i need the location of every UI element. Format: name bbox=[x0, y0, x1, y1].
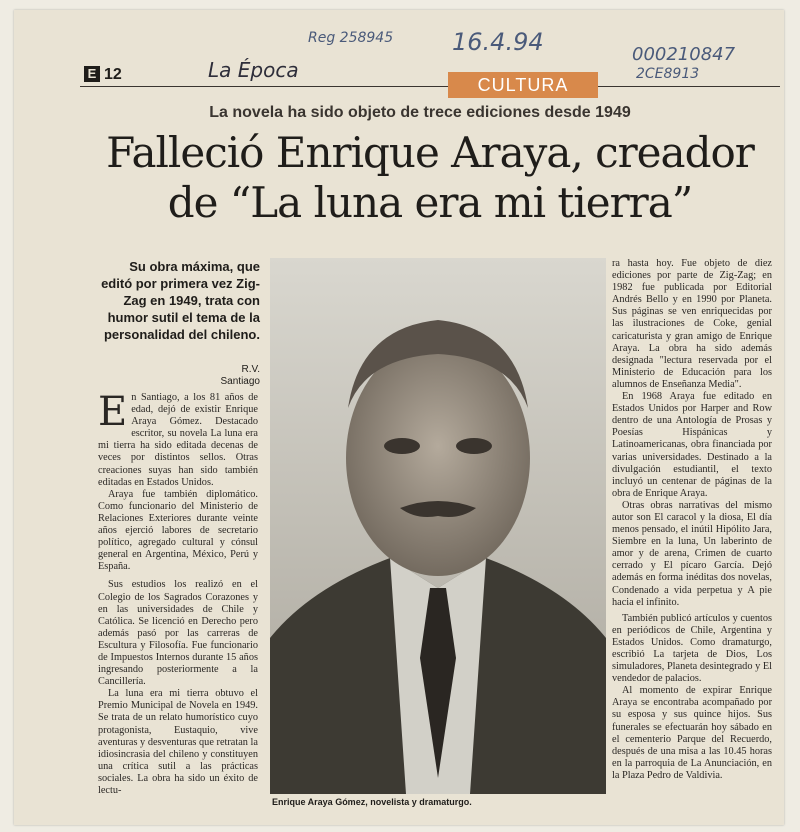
article-column-1 bbox=[98, 389, 258, 797]
page-mark: E bbox=[84, 66, 100, 82]
byline-place: Santiago bbox=[220, 376, 260, 387]
header-rule bbox=[80, 86, 780, 87]
byline-author: R.V. bbox=[241, 364, 260, 375]
paragraph: En 1968 Araya fue editado en Estados Unidos por Harper and Row dentro de una Antología de Prosas y Poesías Hispánicas y Latinoamericanas, obra financiada por varias universidades. Destinado a la divulgación estudiantil, el texto incluyó un centenar de páginas de la obra de Enrique Araya. bbox=[612, 391, 772, 499]
handwritten-date: 16.4.94 bbox=[452, 28, 544, 56]
headline bbox=[80, 128, 780, 228]
photo-caption: Enrique Araya Gómez, novelista y dramaturgo. bbox=[272, 797, 472, 807]
article-column-2 bbox=[612, 258, 772, 782]
paragraph: También publicó artículos y cuentos en periódicos de Chile, Argentina y Estados Unidos. Como dramaturgo, escribió La tarjeta de Dios, Los simuladores, Planeta desintegrado y El vendedor de palacios. bbox=[612, 612, 772, 685]
paragraph: En Santiago, a los 81 años de edad, dejó de existir Enrique Araya Gómez. Destacado escritor, su novela La luna era mi tierra ha sido editada decenas de veces por distintos sellos. Otras creaciones suyas han sido también editadas en Estados Unidos. bbox=[98, 389, 258, 488]
paragraph: Sus estudios los realizó en el Colegio de los Sagrados Corazones y en las universidades de Chile y Católica. Se licenció en Derecho pero además pasó por las carreras de Escultura y Filosofía. Fue funcionario de Impuestos Internos durante 15 años ingresando posteriormente a la Cancillería. bbox=[98, 579, 258, 688]
handwritten-source: La Época bbox=[208, 58, 299, 82]
handwritten-number: 000210847 bbox=[632, 44, 736, 65]
paragraph: Otras obras narrativas del mismo autor son El caracol y la diosa, El día menos pensado, el inútil Hipólito Jara, Siembre en la luna, Un laberinto de amor y de arena, Crimen de cuarto cerrado y El pícaro García. Dejó además en forma inéditas dos novelas, Condenado a vida perpetua y A pie hacia el infinito. bbox=[612, 499, 772, 608]
deck: Su obra máxima, que editó por primera vez Zig-Zag en 1949, trata con humor sutil el tema de la personalidad del chileno. bbox=[101, 259, 260, 342]
portrait-photo bbox=[270, 258, 606, 794]
paragraph: ra hasta hoy. Fue objeto de diez ediciones por parte de Zig-Zag; en 1982 fue publicada por Editorial Andrés Bello y en 1990 por Planeta. Sus páginas se ven enriquecidas por las ilustraciones de Coke, genial caricaturista y gran amigo de Enrique Araya. La obra ha sido además designada "lectura reservada por el Ministerio de Educación para los alumnos de Enseñanza Media". bbox=[612, 258, 772, 390]
paragraph: La luna era mi tierra obtuvo el Premio Municipal de Novela en 1949. Se trata de un relato humorístico cuyo protagonista, Eustaquio, vive aventuras y desventuras que retratan la idiosincrasia del chileno y constituyen una crítica sutil a las prácticas sociales. La obra ha sido un éxito de lectu- bbox=[98, 688, 258, 796]
kicker: La novela ha sido objeto de trece ediciones desde 1949 bbox=[209, 104, 631, 121]
page-number: E 12 bbox=[84, 66, 122, 84]
headline-line-1: Falleció Enrique Araya, creador bbox=[106, 128, 754, 177]
portrait-image bbox=[270, 258, 606, 794]
byline bbox=[200, 364, 260, 388]
paragraph: Araya fue también diplomático. Como funcionario del Ministerio de Relaciones Exteriores durante veinte años ejerció labores de secretario político, agregado cultural y cónsul general en Argentina, México, Perú y España. bbox=[98, 488, 258, 573]
paragraph: Al momento de expirar Enrique Araya se encontraba acompañado por su esposa y sus quince hijos. Sus funerales se efectuarán hoy sábado en el cementerio Parque del Recuerdo, después de una misa a las 10.45 horas en la parroquia de La Anunciación, en la Plaza Pedro de Valdivia. bbox=[612, 685, 772, 781]
section-label: CULTURA bbox=[448, 72, 598, 98]
handwritten-reg-code: Reg 258945 bbox=[308, 30, 394, 46]
headline-line-2: de “La luna era mi tierra” bbox=[167, 178, 693, 227]
handwritten-ref: 2CE8913 bbox=[636, 66, 700, 82]
drop-cap: E bbox=[98, 389, 128, 435]
